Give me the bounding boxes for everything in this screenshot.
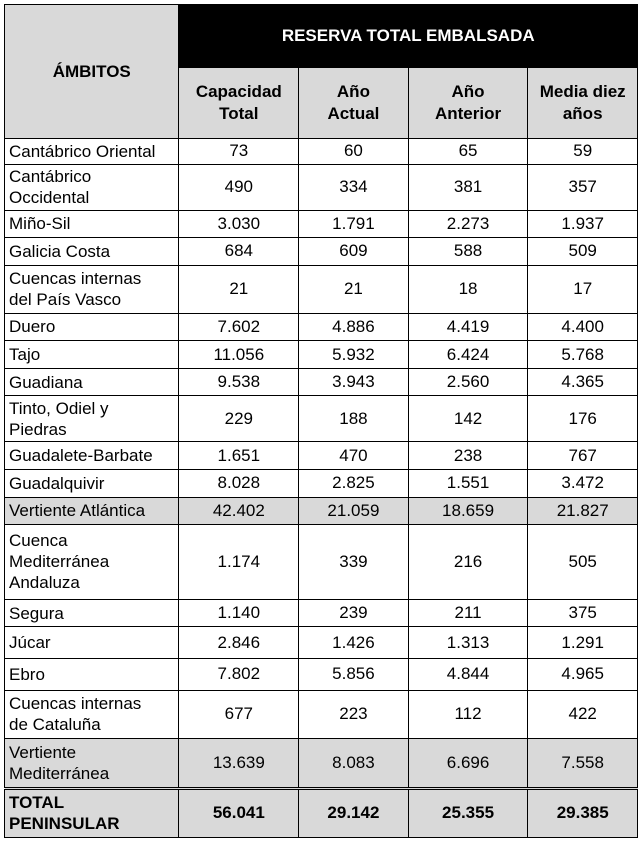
row-name	[5, 525, 179, 600]
cell-ano-anterior: 6.696	[408, 738, 528, 788]
cell-ano-actual: 609	[299, 238, 409, 266]
row-name-line: Cuencas internas	[9, 694, 142, 714]
table-row	[5, 690, 638, 738]
cell-media-diez-anos: 21.827	[528, 497, 638, 525]
column-header-ano-actual: Año Actual	[299, 68, 409, 139]
row-name	[5, 497, 179, 525]
table-row	[5, 738, 638, 788]
row-name-line: del País Vasco	[9, 290, 122, 310]
cell-ano-actual: 3.943	[299, 368, 409, 396]
table-row	[5, 313, 638, 341]
cell-media-diez-anos: 1.937	[528, 210, 638, 238]
cell-ano-anterior: 216	[408, 525, 528, 600]
table-row	[5, 341, 638, 369]
cell-capacidad: 42.402	[179, 497, 299, 525]
cell-capacidad: 1.651	[179, 442, 299, 470]
row-name-line: Segura	[9, 603, 64, 623]
row-name	[5, 659, 179, 691]
cell-ano-actual: 470	[299, 442, 409, 470]
table-row	[5, 470, 638, 498]
cell-ano-anterior: 142	[408, 396, 528, 442]
cell-capacidad: 21	[179, 265, 299, 313]
table-row	[5, 442, 638, 470]
cell-media-diez-anos: 5.768	[528, 341, 638, 369]
cell-media-diez-anos: 4.965	[528, 659, 638, 691]
row-name-line: Cantábrico Oriental	[9, 141, 156, 161]
row-name	[5, 396, 179, 442]
cell-ano-actual: 29.142	[299, 788, 409, 837]
table-row	[5, 627, 638, 659]
row-name-line: Tajo	[9, 345, 41, 365]
cell-ano-actual: 60	[299, 139, 409, 165]
column-header-ano-anterior: Año Anterior	[408, 68, 528, 139]
table-row	[5, 210, 638, 238]
cell-ano-actual: 5.932	[299, 341, 409, 369]
cell-media-diez-anos: 29.385	[528, 788, 638, 837]
row-name-line: Galicia Costa	[9, 241, 111, 261]
header-row-title	[5, 5, 638, 68]
row-name	[5, 442, 179, 470]
table-row	[5, 368, 638, 396]
row-name-line: TOTAL	[9, 793, 65, 813]
cell-ano-anterior: 381	[408, 164, 528, 210]
cell-ano-anterior: 2.273	[408, 210, 528, 238]
cell-ano-anterior: 18.659	[408, 497, 528, 525]
cell-capacidad: 13.639	[179, 738, 299, 788]
row-name	[5, 139, 179, 165]
cell-ano-actual: 5.856	[299, 659, 409, 691]
cell-capacidad: 677	[179, 690, 299, 738]
row-name	[5, 627, 179, 659]
cell-media-diez-anos: 17	[528, 265, 638, 313]
table-row	[5, 599, 638, 627]
cell-capacidad: 490	[179, 164, 299, 210]
table-row	[5, 164, 638, 210]
reservoir-table	[4, 4, 638, 838]
row-name	[5, 313, 179, 341]
cell-media-diez-anos: 1.291	[528, 627, 638, 659]
cell-ano-actual: 21.059	[299, 497, 409, 525]
cell-ano-anterior: 211	[408, 599, 528, 627]
table-title: RESERVA TOTAL EMBALSADA	[179, 5, 638, 68]
cell-ano-actual: 21	[299, 265, 409, 313]
cell-capacidad: 8.028	[179, 470, 299, 498]
row-name	[5, 599, 179, 627]
cell-capacidad: 56.041	[179, 788, 299, 837]
cell-media-diez-anos: 59	[528, 139, 638, 165]
cell-media-diez-anos: 505	[528, 525, 638, 600]
table-row	[5, 396, 638, 442]
cell-ano-anterior: 238	[408, 442, 528, 470]
cell-capacidad: 11.056	[179, 341, 299, 369]
cell-ano-anterior: 18	[408, 265, 528, 313]
row-name-line: Miño-Sil	[9, 214, 71, 234]
cell-ano-actual: 2.825	[299, 470, 409, 498]
table-row	[5, 238, 638, 266]
row-name-line: Duero	[9, 317, 56, 337]
cell-ano-actual: 1.426	[299, 627, 409, 659]
row-name-line: de Cataluña	[9, 715, 101, 735]
cell-media-diez-anos: 7.558	[528, 738, 638, 788]
cell-ano-actual: 239	[299, 599, 409, 627]
cell-ano-anterior: 6.424	[408, 341, 528, 369]
row-name-line: Vertiente Atlántica	[9, 501, 146, 521]
row-name-line: Andaluza	[9, 573, 80, 593]
cell-ano-anterior: 4.419	[408, 313, 528, 341]
cell-capacidad: 684	[179, 238, 299, 266]
cell-capacidad: 7.802	[179, 659, 299, 691]
row-name	[5, 788, 179, 837]
cell-media-diez-anos: 509	[528, 238, 638, 266]
row-name-line: Júcar	[9, 633, 51, 653]
row-name-line: Tinto, Odiel y	[9, 398, 109, 418]
row-name-line: Vertiente	[9, 742, 77, 762]
cell-ano-anterior: 4.844	[408, 659, 528, 691]
row-name	[5, 238, 179, 266]
column-header-media-diez-anos: Media diez años	[528, 68, 638, 139]
cell-ano-actual: 4.886	[299, 313, 409, 341]
cell-media-diez-anos: 357	[528, 164, 638, 210]
row-name-line: Cantábrico	[9, 167, 92, 187]
cell-media-diez-anos: 4.400	[528, 313, 638, 341]
ambitos-header: ÁMBITOS	[5, 5, 179, 139]
row-name-line: Mediterránea	[9, 552, 110, 572]
cell-ano-anterior: 588	[408, 238, 528, 266]
row-name-line: Guadiana	[9, 372, 83, 392]
cell-capacidad: 1.140	[179, 599, 299, 627]
row-name-line: Guadalete-Barbate	[9, 446, 153, 466]
row-name	[5, 470, 179, 498]
cell-ano-actual: 223	[299, 690, 409, 738]
row-name-line: Guadalquivir	[9, 473, 105, 493]
row-name-line: Cuencas internas	[9, 269, 142, 289]
cell-ano-anterior: 1.313	[408, 627, 528, 659]
row-name-line: Cuenca	[9, 531, 68, 551]
cell-ano-anterior: 65	[408, 139, 528, 165]
table-row	[5, 659, 638, 691]
cell-ano-anterior: 25.355	[408, 788, 528, 837]
cell-ano-actual: 8.083	[299, 738, 409, 788]
cell-media-diez-anos: 375	[528, 599, 638, 627]
total-row	[5, 788, 638, 837]
row-name	[5, 341, 179, 369]
row-name-line: Mediterránea	[9, 763, 110, 783]
cell-capacidad: 9.538	[179, 368, 299, 396]
row-name	[5, 368, 179, 396]
cell-ano-anterior: 2.560	[408, 368, 528, 396]
cell-capacidad: 3.030	[179, 210, 299, 238]
cell-ano-anterior: 112	[408, 690, 528, 738]
cell-ano-actual: 339	[299, 525, 409, 600]
row-name	[5, 738, 179, 788]
table-row	[5, 139, 638, 165]
table-row	[5, 497, 638, 525]
row-name-line: Piedras	[9, 419, 67, 439]
row-name-line: Ebro	[9, 664, 45, 684]
cell-media-diez-anos: 767	[528, 442, 638, 470]
table-row	[5, 525, 638, 600]
row-name-line: PENINSULAR	[9, 814, 120, 834]
row-name	[5, 265, 179, 313]
row-name	[5, 210, 179, 238]
cell-capacidad: 229	[179, 396, 299, 442]
cell-ano-anterior: 1.551	[408, 470, 528, 498]
cell-media-diez-anos: 3.472	[528, 470, 638, 498]
column-header-capacidad: Capacidad Total	[179, 68, 299, 139]
cell-ano-actual: 1.791	[299, 210, 409, 238]
cell-capacidad: 1.174	[179, 525, 299, 600]
table-row	[5, 265, 638, 313]
row-name	[5, 690, 179, 738]
cell-media-diez-anos: 422	[528, 690, 638, 738]
cell-capacidad: 7.602	[179, 313, 299, 341]
cell-media-diez-anos: 176	[528, 396, 638, 442]
cell-capacidad: 73	[179, 139, 299, 165]
cell-ano-actual: 334	[299, 164, 409, 210]
row-name-line: Occidental	[9, 188, 90, 208]
cell-media-diez-anos: 4.365	[528, 368, 638, 396]
cell-capacidad: 2.846	[179, 627, 299, 659]
row-name	[5, 164, 179, 210]
cell-ano-actual: 188	[299, 396, 409, 442]
